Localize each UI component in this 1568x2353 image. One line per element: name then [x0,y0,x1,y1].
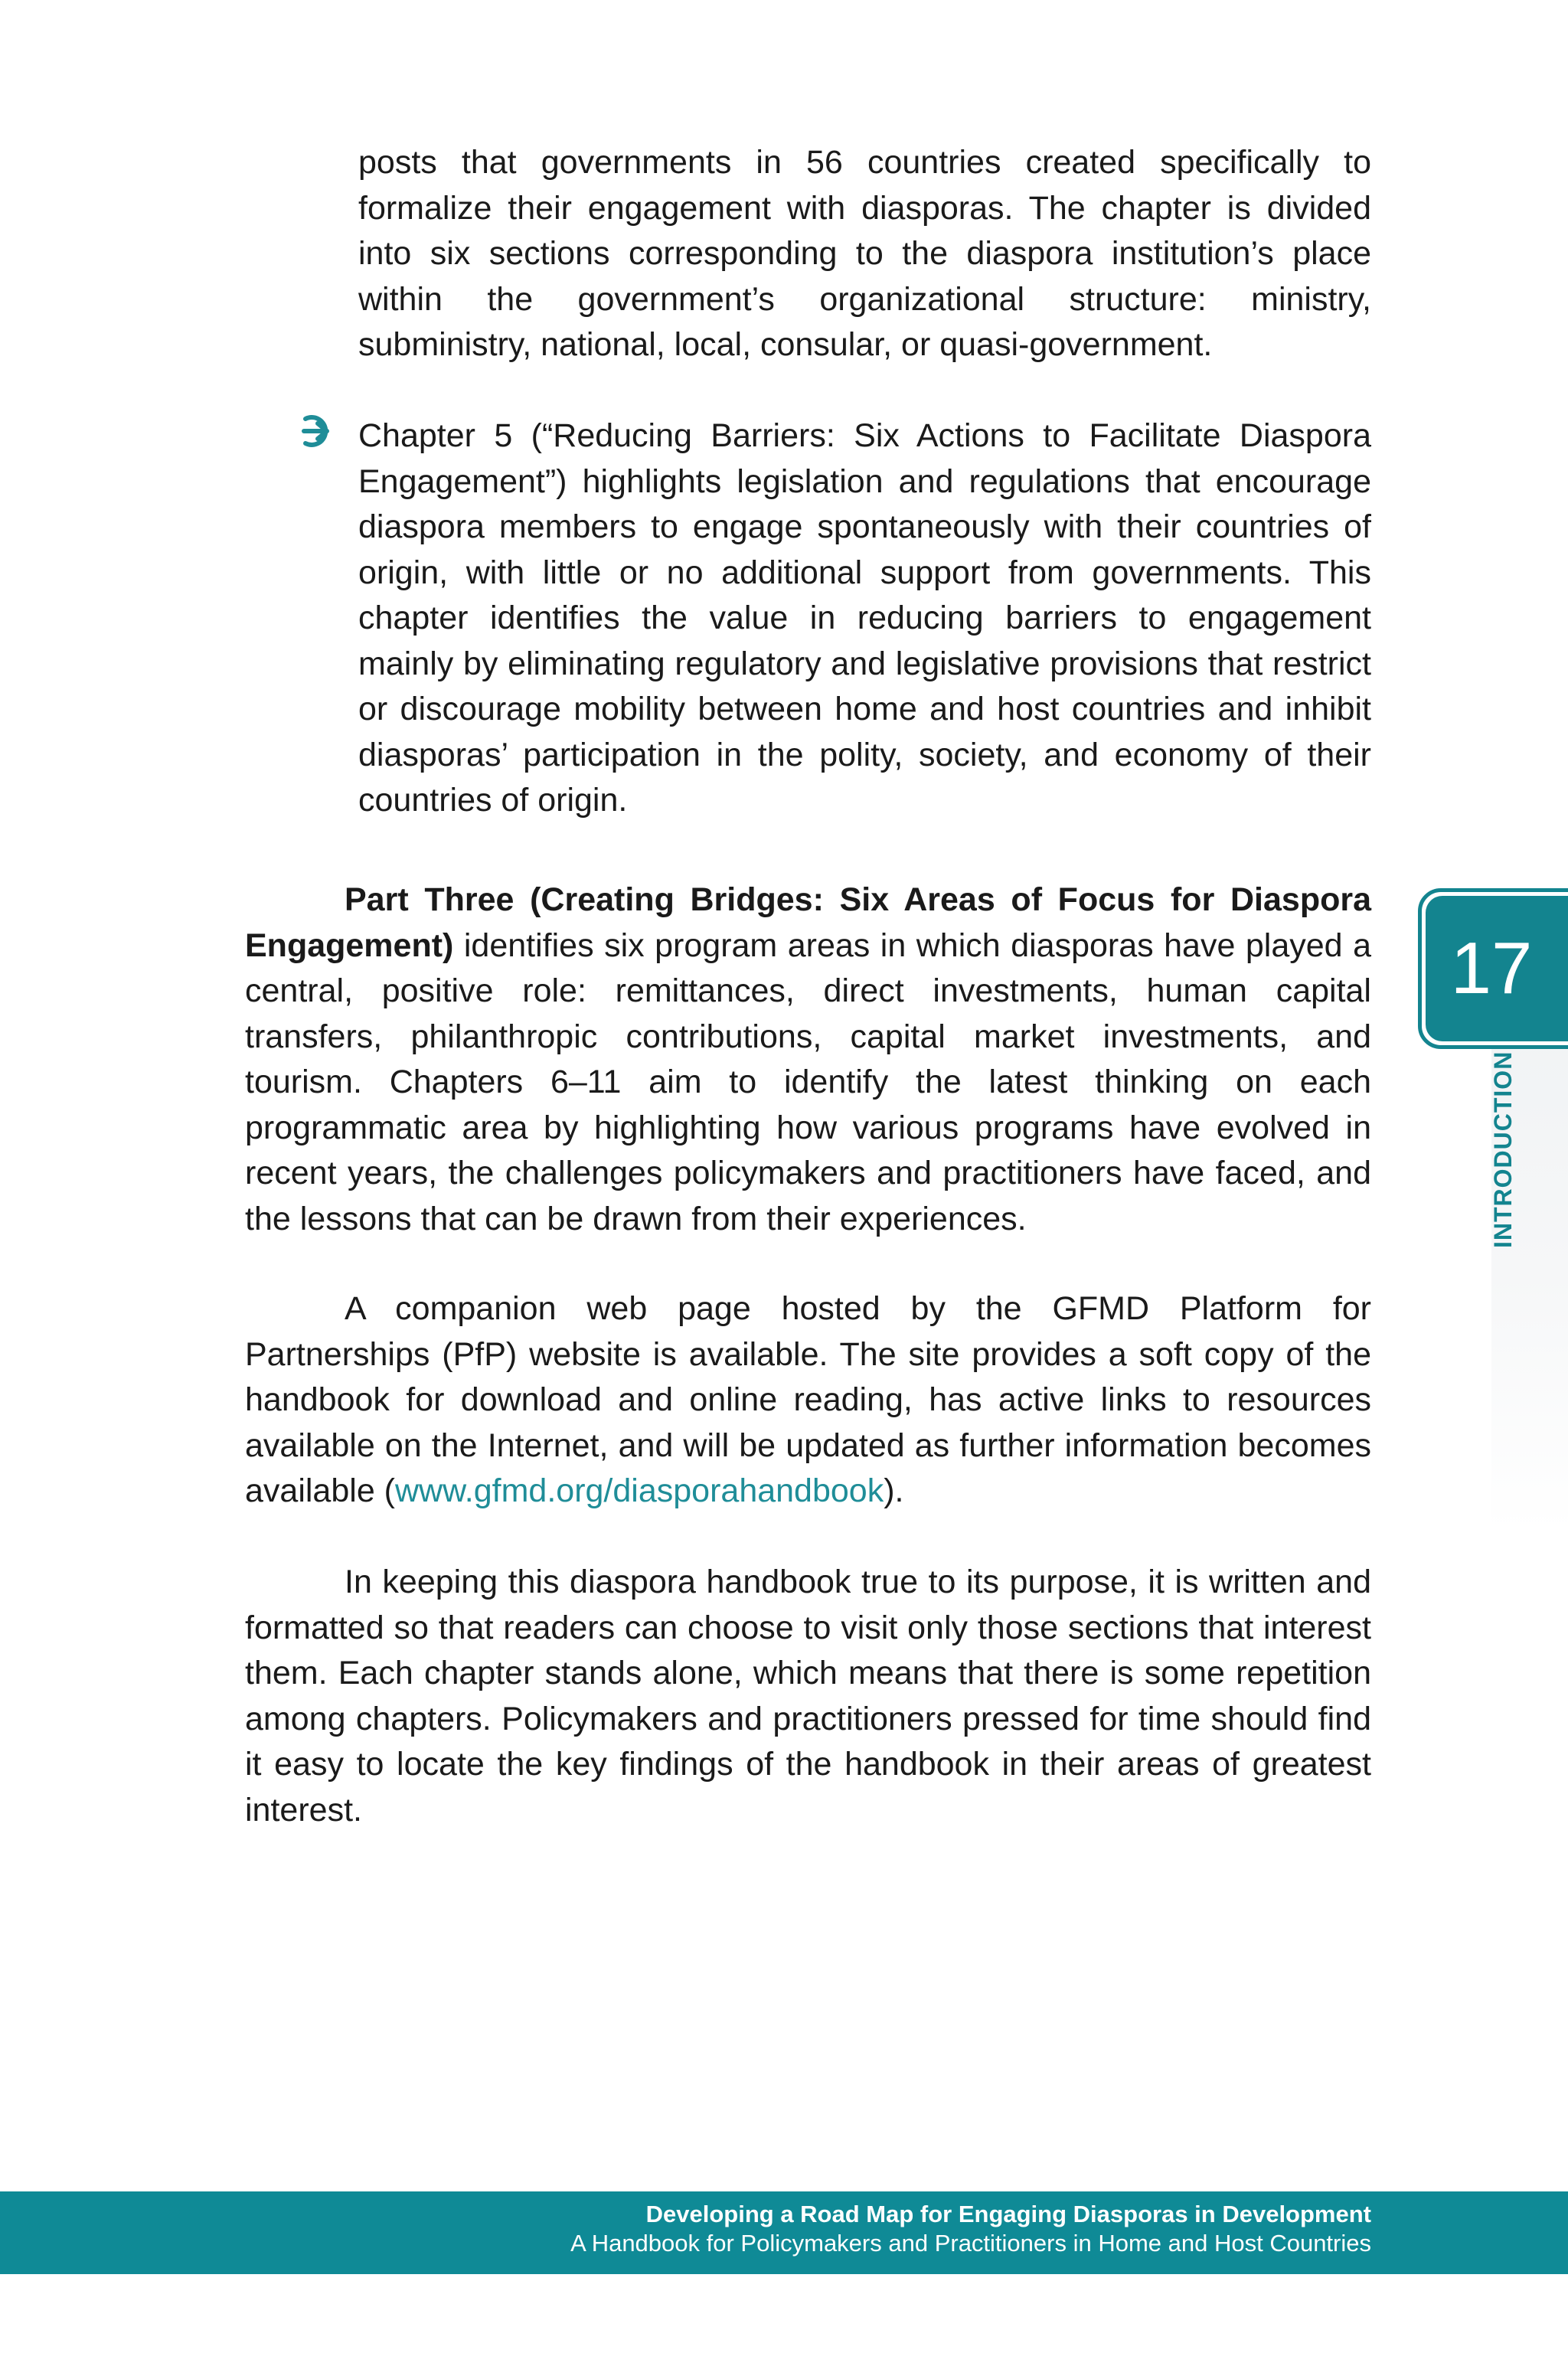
arrow-bullet-icon [301,411,341,451]
part-three-heading: Part Three (Creating Bridges: Six Areas of Focus for Diaspora Engagement) [245,881,1371,964]
paragraph-web-page [245,1286,1371,1515]
handbook-link[interactable]: www.gfmd.org/diasporahandbook [395,1472,884,1509]
section-label: INTRODUCTION [1489,1051,1517,1248]
paragraph-format: In keeping this diaspora handbook true to its purpose, it is written and formatted so that readers can choose to visit only those sections that interest them. Each chapter stands alone, which means that there is some repetition among chapters. Policymakers and practitioners pressed for time should find it easy to locate the key findings of the handbook in their areas of greatest interest. [245,1564,1371,1828]
paragraph-chapter-4-continuation: posts that governments in 56 countries created specifically to formalize their engagement with diasporas. The chapter is divided into six sections corresponding to the diaspora institution’s place within the government’s organizational structure: ministry, subministry, national, local, consular, or quasi-government. [358,144,1371,363]
part-three-text: identifies six program areas in which diasporas have played a central, positive role: remittances, direct investments, human capital transfers, philanthropic contributions, capital market investments, and tourism. Chapters 6–11 aim to identify the latest thinking on each programmatic area by highlighting how various programs have evolved in recent years, the challenges policymakers and practitioners have faced, and the lessons that can be drawn from their experiences. [245,926,1371,1237]
paragraph-part-three [245,877,1371,1242]
bullet-chapter-5: Chapter 5 (“Reducing Barriers: Six Actions to Facilitate Diaspora Engagement”) highlights legislation and regulations that encourage diaspora members to engage spontaneously with their countries of origin, with little or no additional support from governments. This chapter identifies the value in reducing barriers to engagement mainly by eliminating regulatory and legislative provisions that restrict or discourage mobility between home and host countries and inhibit diasporas’ participation in the polity, society, and economy of their countries of origin. [358,417,1371,819]
web-page-text: A companion web page hosted by the GFMD Platform for Partnerships (PfP) website is available. The site provides a soft copy of the handbook for download and online reading, has active links to resources available on the Internet, and will be updated as further information becomes available ( [245,1290,1371,1509]
footer-subtitle: A Handbook for Policymakers and Practitioners in Home and Host Countries [570,2230,1371,2257]
web-page-text-end: ). [884,1472,904,1509]
page-number: 17 [1450,927,1533,1009]
footer-title: Developing a Road Map for Engaging Diasporas in Development [645,2201,1371,2227]
